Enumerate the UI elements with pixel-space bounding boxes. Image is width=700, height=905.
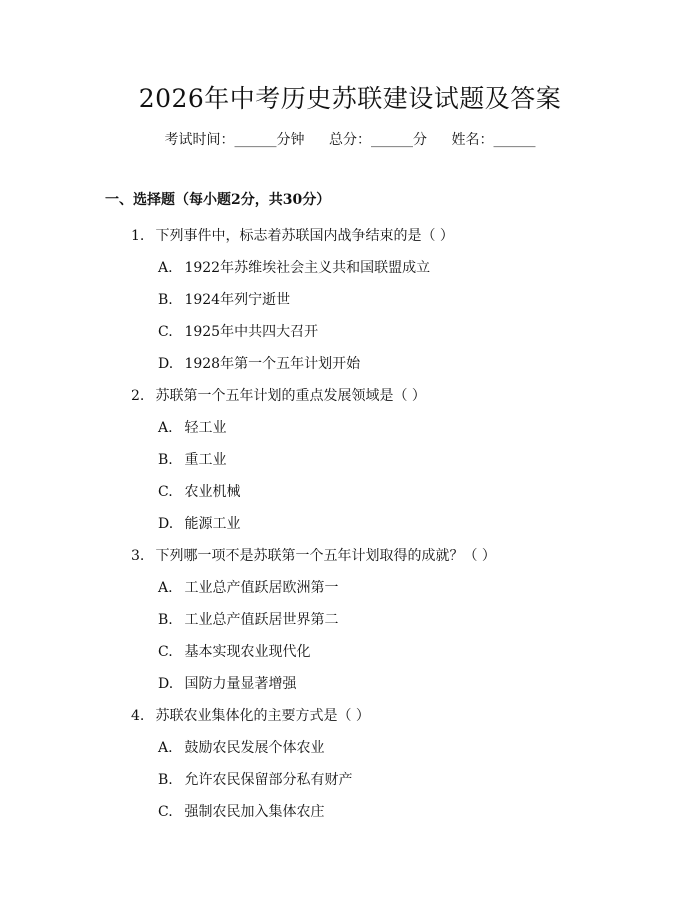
option-text: 能源工业 xyxy=(184,516,241,532)
option-text: 1922年苏维埃社会主义共和国联盟成立 xyxy=(184,260,431,276)
option-text: 国防力量显著增强 xyxy=(184,676,297,692)
question-4-option-b xyxy=(0,764,700,796)
option-label: B. xyxy=(158,292,173,308)
question-list xyxy=(0,220,700,828)
option-label: A. xyxy=(158,580,173,596)
option-text: 强制农民加入集体农庄 xyxy=(184,804,325,820)
question-1-option-b xyxy=(0,284,700,316)
question-3-option-c xyxy=(0,636,700,668)
exam-time-field: 考试时间：______分钟 xyxy=(164,132,305,148)
question-2-option-b xyxy=(0,444,700,476)
option-label: A. xyxy=(158,740,173,756)
question-4 xyxy=(0,700,700,732)
option-label: D. xyxy=(158,356,174,372)
option-label: B. xyxy=(158,772,173,788)
option-text: 重工业 xyxy=(184,452,227,468)
option-text: 基本实现农业现代化 xyxy=(184,644,311,660)
question-3-option-b xyxy=(0,604,700,636)
option-label: C. xyxy=(158,804,173,820)
section-heading: 一、选择题（每小题2分，共30分） xyxy=(105,192,331,208)
question-number: 3. xyxy=(131,548,145,564)
question-3-option-a xyxy=(0,572,700,604)
question-text: 下列事件中，标志着苏联国内战争结束的是（ ） xyxy=(155,228,454,244)
question-2-option-a xyxy=(0,412,700,444)
option-label: B. xyxy=(158,612,173,628)
question-text: 苏联农业集体化的主要方式是（ ） xyxy=(155,708,370,724)
option-text: 1924年列宁逝世 xyxy=(184,292,291,308)
option-text: 轻工业 xyxy=(184,420,227,436)
question-2 xyxy=(0,380,700,412)
question-2-option-c xyxy=(0,476,700,508)
question-1-option-d xyxy=(0,348,700,380)
option-label: C. xyxy=(158,644,173,660)
option-text: 允许农民保留部分私有财产 xyxy=(184,772,353,788)
question-number: 4. xyxy=(131,708,145,724)
option-label: D. xyxy=(158,516,174,532)
question-1-option-a xyxy=(0,252,700,284)
page-title: 2026年中考历史苏联建设试题及答案 xyxy=(138,84,562,113)
question-3-option-d xyxy=(0,668,700,700)
question-1 xyxy=(0,220,700,252)
option-label: C. xyxy=(158,484,173,500)
option-text: 农业机械 xyxy=(184,484,241,500)
option-text: 工业总产值跃居世界第二 xyxy=(184,612,339,628)
student-name-field: 姓名：______ xyxy=(451,132,536,148)
option-label: A. xyxy=(158,260,173,276)
option-label: D. xyxy=(158,676,174,692)
question-number: 1. xyxy=(131,228,145,244)
question-number: 2. xyxy=(131,388,145,404)
option-text: 鼓励农民发展个体农业 xyxy=(184,740,325,756)
question-3 xyxy=(0,540,700,572)
option-text: 1925年中共四大召开 xyxy=(184,324,319,340)
exam-meta-row xyxy=(0,130,700,150)
question-text: 苏联第一个五年计划的重点发展领域是（ ） xyxy=(155,388,426,404)
question-4-option-a xyxy=(0,732,700,764)
option-label: A. xyxy=(158,420,173,436)
option-text: 1928年第一个五年计划开始 xyxy=(184,356,361,372)
question-1-option-c xyxy=(0,316,700,348)
option-label: C. xyxy=(158,324,173,340)
total-score-field: 总分：______分 xyxy=(329,132,427,148)
question-text: 下列哪一项不是苏联第一个五年计划取得的成就？（ ） xyxy=(155,548,496,564)
question-4-option-c xyxy=(0,796,700,828)
question-2-option-d xyxy=(0,508,700,540)
option-text: 工业总产值跃居欧洲第一 xyxy=(184,580,339,596)
option-label: B. xyxy=(158,452,173,468)
